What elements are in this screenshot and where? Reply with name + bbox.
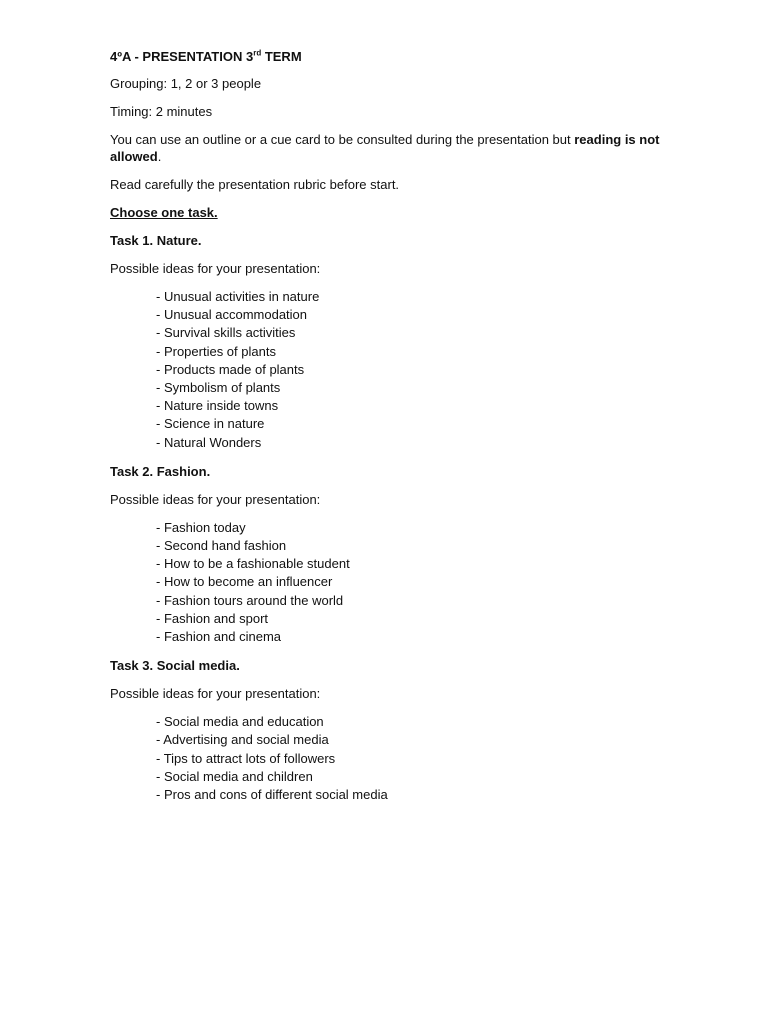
title-suffix: TERM (261, 49, 302, 64)
list-item: - Survival skills activities (156, 325, 296, 341)
outline-note-text: You can use an outline or a cue card to be consulted during the presentation but (110, 132, 575, 147)
list-item: - Products made of plants (156, 361, 305, 377)
task-section (110, 232, 710, 452)
list-item: - Nature inside towns (156, 398, 279, 414)
list-item: - Natural Wonders (156, 434, 262, 450)
outline-note-end: . (157, 149, 162, 164)
title-prefix: 4ºA - PRESENTATION 3 (110, 49, 254, 64)
ideas-list (156, 713, 710, 804)
list-item: - Unusual accommodation (156, 307, 308, 323)
document-page (110, 48, 710, 815)
ideas-intro: Possible ideas for your presentation: (110, 261, 321, 276)
task-heading: Task 3. Social media. (110, 658, 240, 674)
list-item: - Advertising and social media (156, 732, 329, 748)
list-item: - How to become an influencer (156, 574, 333, 590)
list-item: - Second hand fashion (156, 538, 287, 554)
list-item: - Fashion and sport (156, 610, 269, 626)
ideas-intro: Possible ideas for your presentation: (110, 686, 321, 702)
timing-line: Timing: 2 minutes (110, 104, 213, 119)
ideas-list (156, 519, 710, 646)
outline-note (110, 131, 710, 165)
list-item: - Symbolism of plants (156, 380, 281, 396)
list-item: - How to be a fashionable student (156, 556, 350, 572)
list-item: - Social media and education (156, 714, 324, 730)
ideas-intro: Possible ideas for your presentation: (110, 491, 321, 507)
task-section (110, 463, 710, 646)
task-section (110, 657, 710, 804)
choose-task-heading: Choose one task. (110, 205, 218, 220)
list-item: - Properties of plants (156, 343, 276, 359)
task-heading: Task 2. Fashion. (110, 463, 211, 479)
list-item: - Tips to attract lots of followers (156, 750, 336, 766)
list-item: - Pros and cons of different social media (156, 787, 388, 803)
list-item: - Social media and children (156, 768, 313, 784)
list-item: - Fashion today (156, 519, 246, 535)
document-title (110, 48, 710, 65)
outline-note-emphasis: reading is not allowed (110, 132, 660, 164)
task-heading: Task 1. Nature. (110, 233, 202, 248)
rubric-note: Read carefully the presentation rubric before start. (110, 177, 400, 192)
list-item: - Fashion and cinema (156, 629, 282, 645)
list-item: - Science in nature (156, 416, 265, 432)
list-item: - Fashion tours around the world (156, 592, 344, 608)
title-superscript: rd (253, 48, 262, 58)
ideas-list (156, 288, 710, 452)
grouping-line: Grouping: 1, 2 or 3 people (110, 76, 262, 91)
list-item: - Unusual activities in nature (156, 289, 320, 304)
